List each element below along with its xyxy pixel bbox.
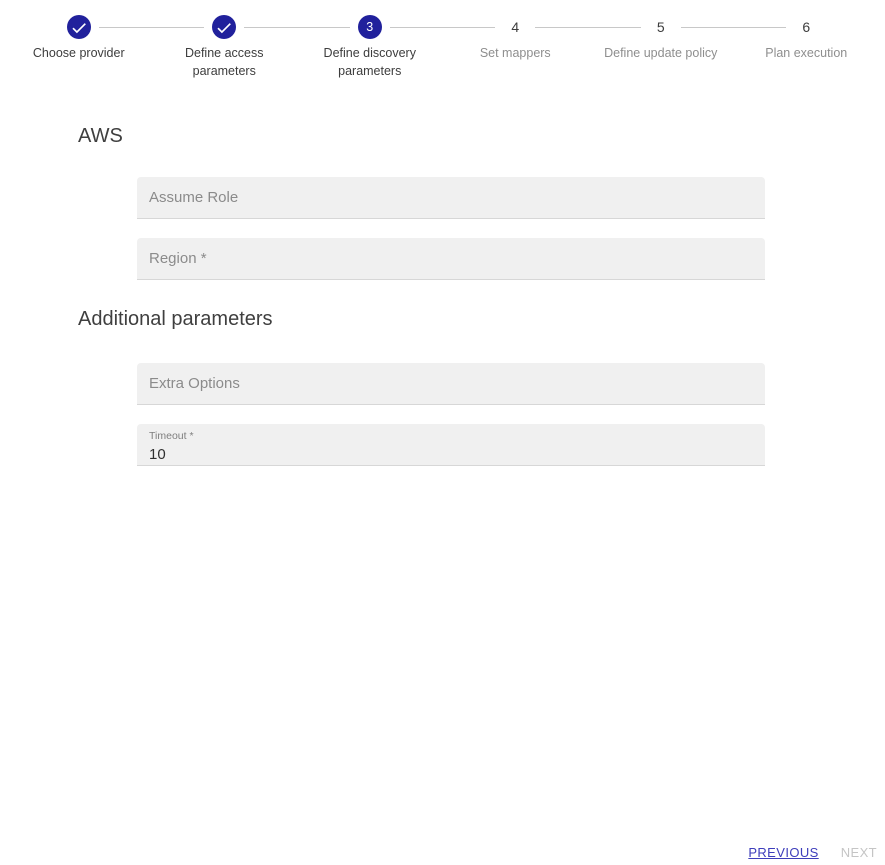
step-connector [588,27,641,28]
step-define-discovery-parameters[interactable] [297,15,443,80]
step-label: Set mappers [479,46,551,60]
step-label: Plan execution [765,46,848,60]
step-connector [734,27,787,28]
step-connector [535,27,588,28]
step-connector [244,27,297,28]
additional-section-title: Additional parameters [78,308,273,330]
wizard-stepper [0,0,885,80]
assume-role-label: Assume Role [149,189,239,206]
region-field[interactable] [137,238,765,280]
step-define-access-parameters[interactable] [152,15,298,80]
step-plan-execution[interactable] [734,15,880,80]
previous-button[interactable]: PREVIOUS [748,845,819,860]
step-number-icon: 4 [503,15,527,39]
step-label: Define access parameters [184,46,264,78]
step-label: Choose provider [32,46,125,60]
step-number-icon: 5 [649,15,673,39]
active-step-number-icon: 3 [358,15,382,39]
step-set-mappers[interactable] [443,15,589,80]
timeout-label: Timeout * [149,430,194,442]
step-connector [443,27,496,28]
step-connector [99,27,152,28]
region-label: Region * [149,250,207,267]
step-number-icon: 6 [794,15,818,39]
extra-options-label: Extra Options [149,375,240,392]
wizard-navigation [748,845,877,860]
step-label: Define update policy [604,46,718,60]
provider-fields [137,177,765,280]
timeout-value: 10 [149,446,166,463]
next-button[interactable]: NEXT [840,845,877,860]
step-label: Define discovery parameters [323,46,416,78]
timeout-field[interactable] [137,424,765,466]
step-define-update-policy[interactable] [588,15,734,80]
step-connector [297,27,350,28]
step-connector [152,27,205,28]
check-icon [212,15,236,39]
step-connector [681,27,734,28]
assume-role-field[interactable] [137,177,765,219]
provider-section-title: AWS [78,125,123,147]
additional-fields [137,363,765,466]
step-choose-provider[interactable] [6,15,152,80]
check-icon [67,15,91,39]
step-connector [390,27,443,28]
extra-options-field[interactable] [137,363,765,405]
